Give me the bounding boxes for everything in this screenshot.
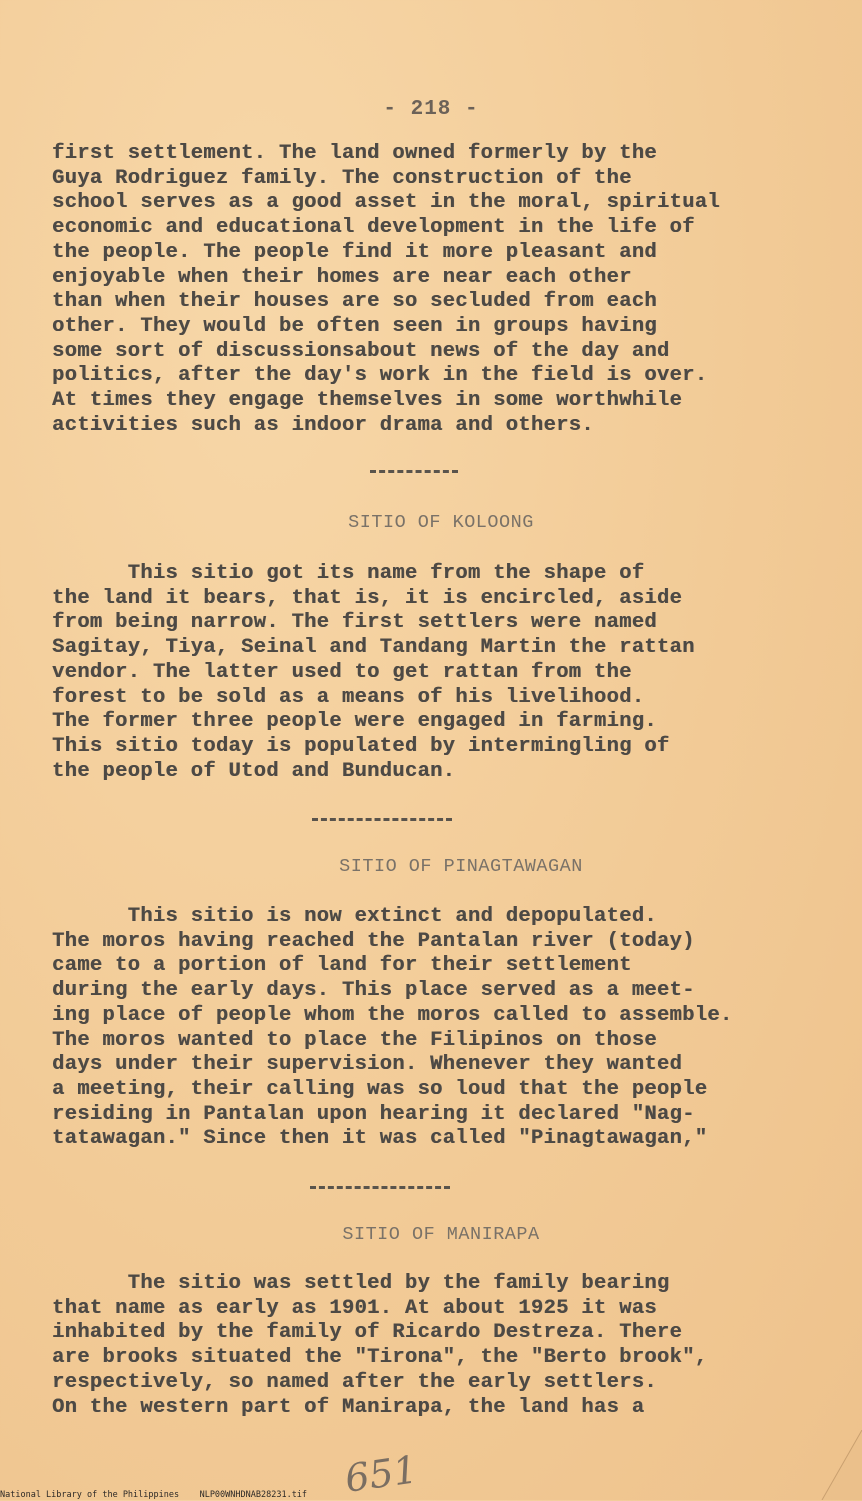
page-number: - 218 -: [383, 98, 479, 121]
section-heading-koloong: SITIO OF KOLOONG: [348, 512, 534, 533]
paper-corner-crease: [802, 1430, 862, 1500]
intro-paragraph: first settlement. The land owned formerly by the Guya Rodriguez family. The construction of the school serves as a good asset in the moral, spiritual economic and educational development in the life of the people. The people find it more pleasant and enjoyable when their homes are near each other than when their houses are so secluded from each other. They would be often seen in groups having some sort of discussionsabout news of the day and politics, after the day's work in the field is over. At times they engage themselves in some worthwhile activities such as indoor drama and others.: [52, 142, 720, 437]
section-body-pinagtawagan: This sitio is now extinct and depopulated. The moros having reached the Pantalan river (today) came to a portion of land for their settlement during the early days. This place served as a meet- ing place of people whom the moros called to assemble. The moros wanted to place the Filipinos on those days under their supervision. Whenever they wanted a meeting, their calling was so loud that the people residing in Pantalan upon hearing it declared "Nag- tatawagan." Since then it was called "Pinagtawagan,": [52, 905, 733, 1151]
archive-credit: National Library of the Philippines NLP00WNHDNAB28231.tif: [0, 1490, 308, 1500]
section-heading-manirapa: SITIO OF MANIRAPA: [342, 1224, 540, 1245]
section-body-koloong: This sitio got its name from the shape of the land it bears, that is, it is encircled, aside from being narrow. The first settlers were named Sagitay, Tiya, Seinal and Tandang Martin the rattan vendor. The latter used to get rattan from the forest to be sold as a means of his livelihood. The former three people were engaged in farming. This sitio today is populated by intermingling of the people of Utod and Bunducan.: [52, 562, 695, 783]
section-body-manirapa: The sitio was settled by the family bearing that name as early as 1901. At about 1925 it was inhabited by the family of Ricardo Destreza. There are brooks situated the "Tirona", the "Berto brook", respectively, so named after the early settlers. On the western part of Manirapa, the land has a: [52, 1272, 708, 1419]
handwritten-page-number: 651: [342, 1447, 421, 1501]
separator-dashes: [312, 818, 452, 821]
separator-dashes: [310, 1186, 450, 1189]
section-heading-pinagtawagan: SITIO OF PINAGTAWAGAN: [339, 856, 583, 877]
separator-dashes: [370, 470, 458, 473]
